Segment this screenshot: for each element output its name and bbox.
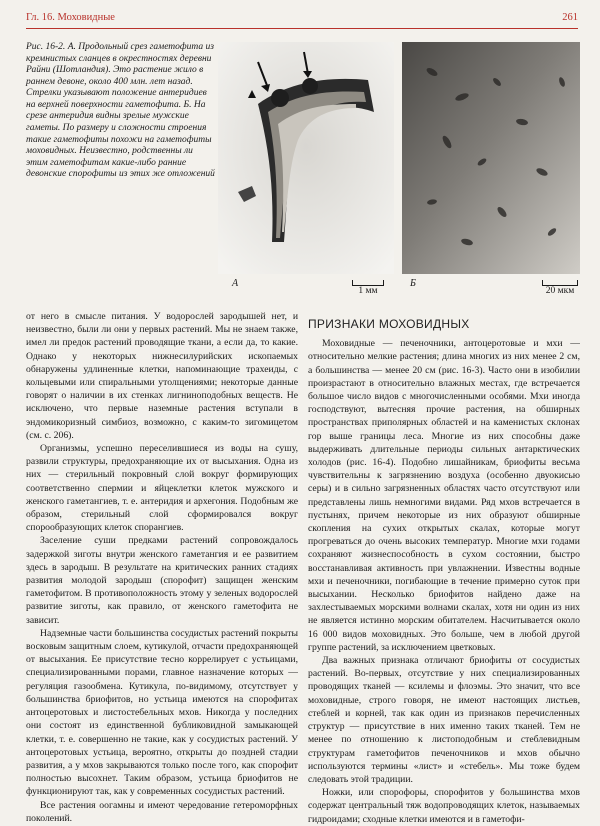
page-number: 261 <box>562 12 578 23</box>
paragraph: Все растения оогамны и имеют чередование гетероморфных поколений. <box>26 799 298 824</box>
section-title: ПРИЗНАКИ МОХОВИДНЫХ <box>308 317 470 331</box>
panel-b-label: Б <box>410 278 416 289</box>
panel-b-scale-bar <box>542 280 578 296</box>
photo-panel-b <box>402 42 580 287</box>
panel-a-label: А <box>232 278 239 289</box>
figure-caption <box>26 42 216 181</box>
paragraph: Моховидные — печеночники, антоцеротовые и мхи — относительно мелкие растения; длина многих из них менее 2 см, а большинства — менее 20 см (рис. 16-3). Часто они в изобилии произрастают в относительно влажных местах, где встречается большое число видов с многочисленными особями. Мхи иногда господствуют, вытесняя прочие растения, на обширных пространствах приполярных областей и на каменистых склонах гор выше границы леса. Многие из них способны даже выдерживать длительные периоды сильных антарктических холодов (рис. 16-4). Подобно лишайникам, бриофиты весьма чувствительны к загрязнению воздуха (особенно двуокисью серы) и в сильно загрязненных областях часто отсутствуют или представлены лишь немногими видами. Ряд мхов встречается в пустынях, причем некоторые из них образуют обширные скопления на сухих открытых скалах, которые могут прогреваться до очень высоких температур. Многие мхи годами сохраняют жизнеспособность в сухом состоянии, быстро восстанавливая активность при увлажнении. Известны водные мхи и печеночники, погибающие в течение примерно суток при высыхании. Несколько бриофитов найдено даже на захлестываемых морскими волнами скалах, хотя ни один из них не является истинно морским обитателем. Насчитывается около 16 000 видов моховидных. Это больше, чем в любой другой группе растений, за исключением цветковых. <box>308 338 580 653</box>
header-rule <box>26 28 578 29</box>
left-column <box>26 310 298 825</box>
paragraph: Заселение суши предками растений сопровождалось задержкой зиготы внутри женского гаметангия и ее развитием здесь в зародыш. В результате на критических ранних стадиях развития молодой зародыш (спорофит) защищен женским гаметофитом. В противоположность этому у зеленых водорослей развитие зиготы, как правило, от женского гаметофита не зависит. <box>26 535 298 626</box>
paragraph: Надземные части большинства сосудистых растений покрыты восковым защитным слоем, кутикулой, отчасти предохраняющей от высыхания. Ее присутствие тесно коррелирует с устьицами, специализированными порами, главное назначение которых — регуляция газообмена. Кутикула, по-видимому, отсутствует у большинства бриофитов, но устьица имеются на спорофитах антоцеротовых и листостебельных мхов. Никогда у последних они состоят из единственной бубликовидной замыкающей клетки, т. е. совершенно не такие, как у сосудистых растений. У антоцеротовых устьица, вероятно, открыты до поздней стадии развития, а у мхов закрываются только после того, как спорофит полностью высохнет. Таким образом, устьица бриофитов не функционируют так, как у современных сосудистых растений. <box>26 627 298 798</box>
paragraph: от него в смысле питания. У водорослей зародышей нет, и неизвестно, были ли они у первых растений. Мы не знаем также, имел ли предок растений проводящие ткани, а если да, то какие. Однако у некоторых нижнесилурийских ископаемых обнаружены удлиненные клетки, напоминающие трахеиды, с кольцевыми или спиральными утолщениями; некоторые данные говорят о наличии в их стенках лигниноподобных веществ. Не исключено, что первые наземные растения вступали в эндомикоризный симбиоз, возможно, с каким-то зигомицетом (см. с. 206). <box>26 311 298 441</box>
panel-a-scale-bar <box>352 280 384 296</box>
paragraph: Два важных признака отличают бриофиты от сосудистых растений. Во-первых, отсутствие у них специализированных проводящих тканей — ксилемы и флоэмы. Это значит, что все моховидные, строго говоря, не имеют настоящих листьев, стеблей и корней, так как один из признаков перечисленных структур — присутствие в них именно таких тканей. Тем не менее по отношению к листоподобным и стеблевидным структурам гаметофитов печеночников и мхов обычно используются термины «лист» и «стебель». Мы тоже будем следовать этой традиции. <box>308 655 580 785</box>
photo-panel-a <box>218 42 394 287</box>
right-column <box>308 318 580 826</box>
paragraph: Организмы, успешно переселившиеся из воды на сушу, развили структуры, предохраняющие их от высыхания. Одна из них — стерильный покровный слой вокруг формирующих соответственно спермии и яйцеклетки клеток мужского и женского гаметангиев, т. е. антеридия и архегония. Подобным же образом, стерильный слой сформировался вокруг спорообразующих клеток спорангиев. <box>26 443 298 534</box>
panel-b-scale-label: 20 мкм <box>545 286 575 296</box>
chapter-title: Гл. 16. Моховидные <box>26 12 115 23</box>
caption-label: Рис. 16-2. <box>26 42 66 52</box>
paragraph: Ножки, или спорофоры, спорофитов у большинства мхов содержат центральный тяж водопроводящих клеток, называемых гидроидами; сходные клетки имеются и в гаметофи- <box>308 787 580 825</box>
panel-a-scale-label: 1 мм <box>358 286 378 296</box>
caption-text: А. Продольный срез гаметофита из кремнистых сланцев в окрестностях деревни Райни (Шотландия). Это растение жило в раннем девоне, около 400 млн. лет назад. Стрелки указывают положение антеридиев на верхней поверхности гаметофита. Б. На срезе антеридия видны зрелые мужские гаметы. По размеру и сложности строения такие гаметофиты похожи на гаметофиты моховидных. Неизвестно, родственны ли этим гаметофитам какие-либо ранние девонские спорофиты из этих же отложений <box>26 42 215 180</box>
